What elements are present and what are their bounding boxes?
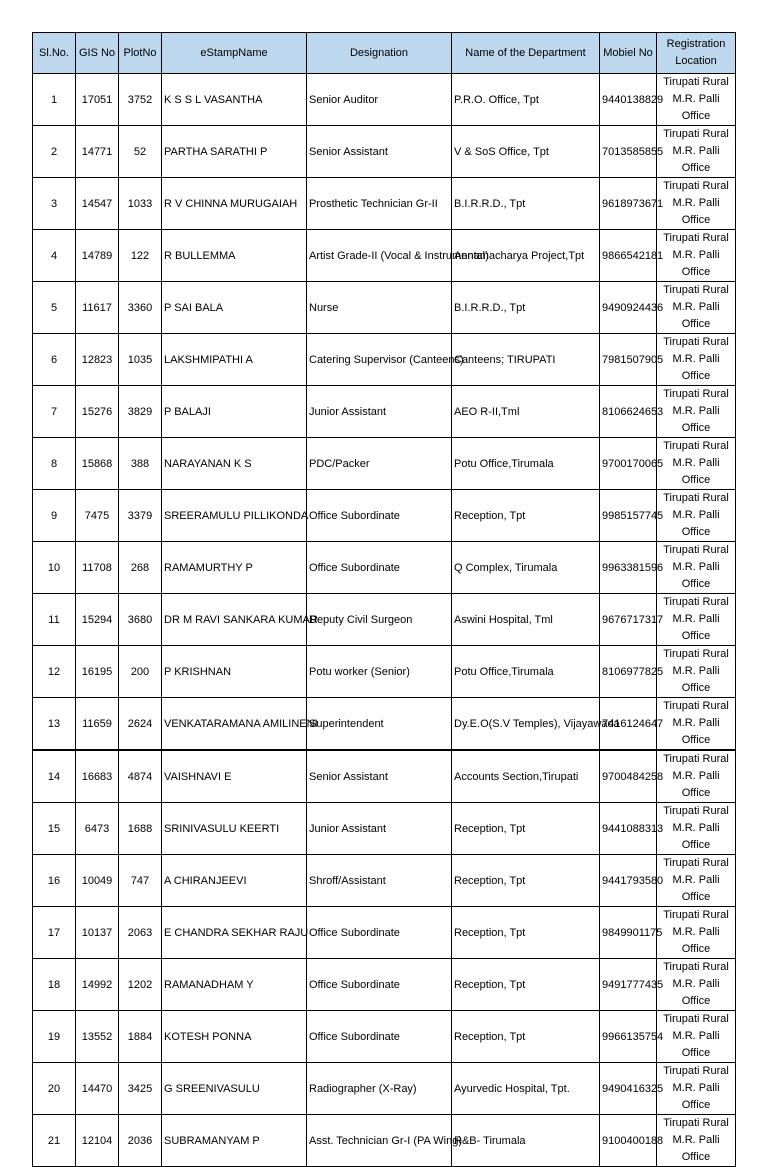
cell-mobile: 9618973671	[600, 178, 657, 230]
cell-plot-no: 3425	[119, 1063, 162, 1115]
table-row	[33, 855, 736, 907]
cell-designation: Junior Assistant	[307, 386, 452, 438]
cell-mobile: 8106624653	[600, 386, 657, 438]
cell-gis-no: 12104	[76, 1115, 119, 1167]
table-row	[33, 126, 736, 178]
table-row	[33, 230, 736, 282]
cell-designation: Asst. Technician Gr-I (PA Wing)	[307, 1115, 452, 1167]
cell-designation: Office Subordinate	[307, 542, 452, 594]
cell-sl-no: 3	[33, 178, 76, 230]
header-row	[33, 33, 736, 74]
cell-mobile: 9441793580	[600, 855, 657, 907]
cell-department: Reception, Tpt	[452, 803, 600, 855]
cell-estamp-name: K S S L VASANTHA	[162, 74, 307, 126]
cell-gis-no: 11617	[76, 282, 119, 334]
cell-plot-no: 1035	[119, 334, 162, 386]
cell-plot-no: 2063	[119, 907, 162, 959]
cell-estamp-name: P SAI BALA	[162, 282, 307, 334]
cell-registration-location: Tirupati Rural M.R. Palli Office	[657, 1011, 736, 1063]
cell-estamp-name: NARAYANAN K S	[162, 438, 307, 490]
cell-estamp-name: A CHIRANJEEVI	[162, 855, 307, 907]
table-row	[33, 490, 736, 542]
cell-estamp-name: P KRISHNAN	[162, 646, 307, 698]
cell-plot-no: 4874	[119, 750, 162, 803]
cell-plot-no: 747	[119, 855, 162, 907]
cell-gis-no: 14771	[76, 126, 119, 178]
header-designation: Designation	[307, 33, 452, 74]
table-row	[33, 959, 736, 1011]
cell-mobile: 9700484258	[600, 750, 657, 803]
cell-gis-no: 16195	[76, 646, 119, 698]
cell-plot-no: 3379	[119, 490, 162, 542]
cell-mobile: 9491777435	[600, 959, 657, 1011]
cell-plot-no: 200	[119, 646, 162, 698]
header-sl-no: Sl.No.	[33, 33, 76, 74]
cell-estamp-name: SRINIVASULU KEERTI	[162, 803, 307, 855]
cell-sl-no: 9	[33, 490, 76, 542]
cell-registration-location: Tirupati Rural M.R. Palli Office	[657, 178, 736, 230]
cell-designation: Office Subordinate	[307, 1011, 452, 1063]
cell-plot-no: 52	[119, 126, 162, 178]
cell-designation: Shroff/Assistant	[307, 855, 452, 907]
cell-gis-no: 15868	[76, 438, 119, 490]
cell-registration-location: Tirupati Rural M.R. Palli Office	[657, 1063, 736, 1115]
cell-estamp-name: R BULLEMMA	[162, 230, 307, 282]
cell-department: Q Complex, Tirumala	[452, 542, 600, 594]
cell-plot-no: 2036	[119, 1115, 162, 1167]
cell-sl-no: 1	[33, 74, 76, 126]
table-row	[33, 1115, 736, 1167]
cell-mobile: 9490416325	[600, 1063, 657, 1115]
cell-registration-location: Tirupati Rural M.R. Palli Office	[657, 594, 736, 646]
cell-mobile: 9866542181	[600, 230, 657, 282]
cell-gis-no: 11659	[76, 698, 119, 751]
cell-gis-no: 14470	[76, 1063, 119, 1115]
cell-estamp-name: R V CHINNA MURUGAIAH	[162, 178, 307, 230]
cell-gis-no: 12823	[76, 334, 119, 386]
cell-department: Reception, Tpt	[452, 490, 600, 542]
cell-sl-no: 7	[33, 386, 76, 438]
cell-gis-no: 14789	[76, 230, 119, 282]
cell-mobile: 7416124647	[600, 698, 657, 751]
cell-sl-no: 2	[33, 126, 76, 178]
cell-registration-location: Tirupati Rural M.R. Palli Office	[657, 698, 736, 751]
cell-department: R&B- Tirumala	[452, 1115, 600, 1167]
cell-plot-no: 1202	[119, 959, 162, 1011]
cell-estamp-name: SREERAMULU PILLIKONDA	[162, 490, 307, 542]
cell-registration-location: Tirupati Rural M.R. Palli Office	[657, 74, 736, 126]
cell-registration-location: Tirupati Rural M.R. Palli Office	[657, 490, 736, 542]
cell-mobile: 9490924436	[600, 282, 657, 334]
header-registration-location: Registration Location	[657, 33, 736, 74]
table-row	[33, 907, 736, 959]
cell-department: V & SoS Office, Tpt	[452, 126, 600, 178]
cell-gis-no: 15294	[76, 594, 119, 646]
table-row	[33, 1011, 736, 1063]
cell-gis-no: 11708	[76, 542, 119, 594]
header-gis-no: GIS No	[76, 33, 119, 74]
header-department: Name of the Department	[452, 33, 600, 74]
table-body	[33, 74, 736, 1167]
cell-registration-location: Tirupati Rural M.R. Palli Office	[657, 230, 736, 282]
table-row	[33, 386, 736, 438]
cell-designation: Office Subordinate	[307, 490, 452, 542]
cell-registration-location: Tirupati Rural M.R. Palli Office	[657, 126, 736, 178]
cell-estamp-name: G SREENIVASULU	[162, 1063, 307, 1115]
header-mobile: Mobiel No	[600, 33, 657, 74]
cell-registration-location: Tirupati Rural M.R. Palli Office	[657, 750, 736, 803]
cell-department: Reception, Tpt	[452, 855, 600, 907]
cell-plot-no: 2624	[119, 698, 162, 751]
table-row	[33, 178, 736, 230]
cell-department: Ayurvedic Hospital, Tpt.	[452, 1063, 600, 1115]
table-row	[33, 542, 736, 594]
cell-registration-location: Tirupati Rural M.R. Palli Office	[657, 334, 736, 386]
cell-mobile: 9966135754	[600, 1011, 657, 1063]
table-row	[33, 750, 736, 803]
cell-sl-no: 16	[33, 855, 76, 907]
cell-sl-no: 17	[33, 907, 76, 959]
cell-sl-no: 15	[33, 803, 76, 855]
cell-designation: Office Subordinate	[307, 907, 452, 959]
cell-department: Annamacharya Project,Tpt	[452, 230, 600, 282]
cell-estamp-name: SUBRAMANYAM P	[162, 1115, 307, 1167]
cell-mobile: 9441088313	[600, 803, 657, 855]
table-row	[33, 438, 736, 490]
cell-plot-no: 3680	[119, 594, 162, 646]
cell-plot-no: 122	[119, 230, 162, 282]
cell-estamp-name: LAKSHMIPATHI A	[162, 334, 307, 386]
cell-plot-no: 1884	[119, 1011, 162, 1063]
cell-gis-no: 7475	[76, 490, 119, 542]
table-row	[33, 803, 736, 855]
cell-estamp-name: P BALAJI	[162, 386, 307, 438]
cell-registration-location: Tirupati Rural M.R. Palli Office	[657, 438, 736, 490]
cell-estamp-name: PARTHA SARATHI P	[162, 126, 307, 178]
cell-plot-no: 1688	[119, 803, 162, 855]
cell-department: Dy.E.O(S.V Temples), Vijayawada	[452, 698, 600, 751]
cell-gis-no: 17051	[76, 74, 119, 126]
cell-designation: Office Subordinate	[307, 959, 452, 1011]
cell-department: B.I.R.R.D., Tpt	[452, 178, 600, 230]
cell-designation: Senior Assistant	[307, 750, 452, 803]
cell-designation: Senior Auditor	[307, 74, 452, 126]
cell-mobile: 9985157745	[600, 490, 657, 542]
cell-mobile: 9700170065	[600, 438, 657, 490]
cell-sl-no: 21	[33, 1115, 76, 1167]
cell-registration-location: Tirupati Rural M.R. Palli Office	[657, 646, 736, 698]
table-row	[33, 594, 736, 646]
cell-sl-no: 11	[33, 594, 76, 646]
cell-sl-no: 19	[33, 1011, 76, 1063]
cell-sl-no: 14	[33, 750, 76, 803]
cell-gis-no: 15276	[76, 386, 119, 438]
cell-gis-no: 10049	[76, 855, 119, 907]
cell-mobile: 9440138829	[600, 74, 657, 126]
cell-plot-no: 3752	[119, 74, 162, 126]
cell-designation: Radiographer (X-Ray)	[307, 1063, 452, 1115]
cell-plot-no: 1033	[119, 178, 162, 230]
cell-designation: Senior Assistant	[307, 126, 452, 178]
header-estamp-name: eStampName	[162, 33, 307, 74]
table-row	[33, 1063, 736, 1115]
cell-sl-no: 12	[33, 646, 76, 698]
cell-plot-no: 3360	[119, 282, 162, 334]
cell-estamp-name: E CHANDRA SEKHAR RAJU	[162, 907, 307, 959]
cell-estamp-name: RAMAMURTHY P	[162, 542, 307, 594]
cell-designation: Superintendent	[307, 698, 452, 751]
cell-mobile: 7013585855	[600, 126, 657, 178]
cell-sl-no: 13	[33, 698, 76, 751]
cell-department: Potu Office,Tirumala	[452, 438, 600, 490]
cell-estamp-name: DR M RAVI SANKARA KUMAR	[162, 594, 307, 646]
cell-gis-no: 13552	[76, 1011, 119, 1063]
table-row	[33, 646, 736, 698]
cell-sl-no: 10	[33, 542, 76, 594]
cell-department: Canteens; TIRUPATI	[452, 334, 600, 386]
cell-registration-location: Tirupati Rural M.R. Palli Office	[657, 855, 736, 907]
cell-sl-no: 18	[33, 959, 76, 1011]
table-row	[33, 334, 736, 386]
cell-plot-no: 268	[119, 542, 162, 594]
cell-designation: Deputy Civil Surgeon	[307, 594, 452, 646]
cell-mobile: 9849901175	[600, 907, 657, 959]
cell-mobile: 9676717317	[600, 594, 657, 646]
cell-sl-no: 4	[33, 230, 76, 282]
cell-designation: Prosthetic Technician Gr-II	[307, 178, 452, 230]
cell-plot-no: 3829	[119, 386, 162, 438]
table-row	[33, 74, 736, 126]
cell-department: Reception, Tpt	[452, 1011, 600, 1063]
cell-registration-location: Tirupati Rural M.R. Palli Office	[657, 803, 736, 855]
cell-sl-no: 8	[33, 438, 76, 490]
cell-registration-location: Tirupati Rural M.R. Palli Office	[657, 542, 736, 594]
cell-gis-no: 14547	[76, 178, 119, 230]
cell-mobile: 8106977825	[600, 646, 657, 698]
cell-registration-location: Tirupati Rural M.R. Palli Office	[657, 282, 736, 334]
cell-department: Reception, Tpt	[452, 959, 600, 1011]
cell-department: Aswini Hospital, Tml	[452, 594, 600, 646]
cell-gis-no: 10137	[76, 907, 119, 959]
cell-estamp-name: RAMANADHAM Y	[162, 959, 307, 1011]
cell-estamp-name: KOTESH PONNA	[162, 1011, 307, 1063]
cell-department: Accounts Section,Tirupati	[452, 750, 600, 803]
cell-designation: PDC/Packer	[307, 438, 452, 490]
cell-gis-no: 6473	[76, 803, 119, 855]
cell-department: Potu Office,Tirumala	[452, 646, 600, 698]
cell-sl-no: 6	[33, 334, 76, 386]
cell-sl-no: 5	[33, 282, 76, 334]
cell-mobile: 9963381596	[600, 542, 657, 594]
cell-designation: Catering Supervisor (Canteens)	[307, 334, 452, 386]
cell-sl-no: 20	[33, 1063, 76, 1115]
cell-estamp-name: VENKATARAMANA AMILINENI	[162, 698, 307, 751]
cell-designation: Nurse	[307, 282, 452, 334]
cell-designation: Potu worker (Senior)	[307, 646, 452, 698]
table-row	[33, 282, 736, 334]
cell-registration-location: Tirupati Rural M.R. Palli Office	[657, 1115, 736, 1167]
cell-gis-no: 14992	[76, 959, 119, 1011]
employee-table	[32, 32, 736, 1167]
cell-mobile: 7981507905	[600, 334, 657, 386]
cell-plot-no: 388	[119, 438, 162, 490]
cell-estamp-name: VAISHNAVI E	[162, 750, 307, 803]
cell-designation: Artist Grade-II (Vocal & Instrumental)	[307, 230, 452, 282]
header-plot-no: PlotNo	[119, 33, 162, 74]
cell-registration-location: Tirupati Rural M.R. Palli Office	[657, 959, 736, 1011]
cell-registration-location: Tirupati Rural M.R. Palli Office	[657, 907, 736, 959]
cell-department: P.R.O. Office, Tpt	[452, 74, 600, 126]
cell-mobile: 9100400188	[600, 1115, 657, 1167]
cell-department: Reception, Tpt	[452, 907, 600, 959]
cell-gis-no: 16683	[76, 750, 119, 803]
cell-registration-location: Tirupati Rural M.R. Palli Office	[657, 386, 736, 438]
cell-department: B.I.R.R.D., Tpt	[452, 282, 600, 334]
cell-department: AEO R-II,Tml	[452, 386, 600, 438]
cell-designation: Junior Assistant	[307, 803, 452, 855]
table-row	[33, 698, 736, 751]
